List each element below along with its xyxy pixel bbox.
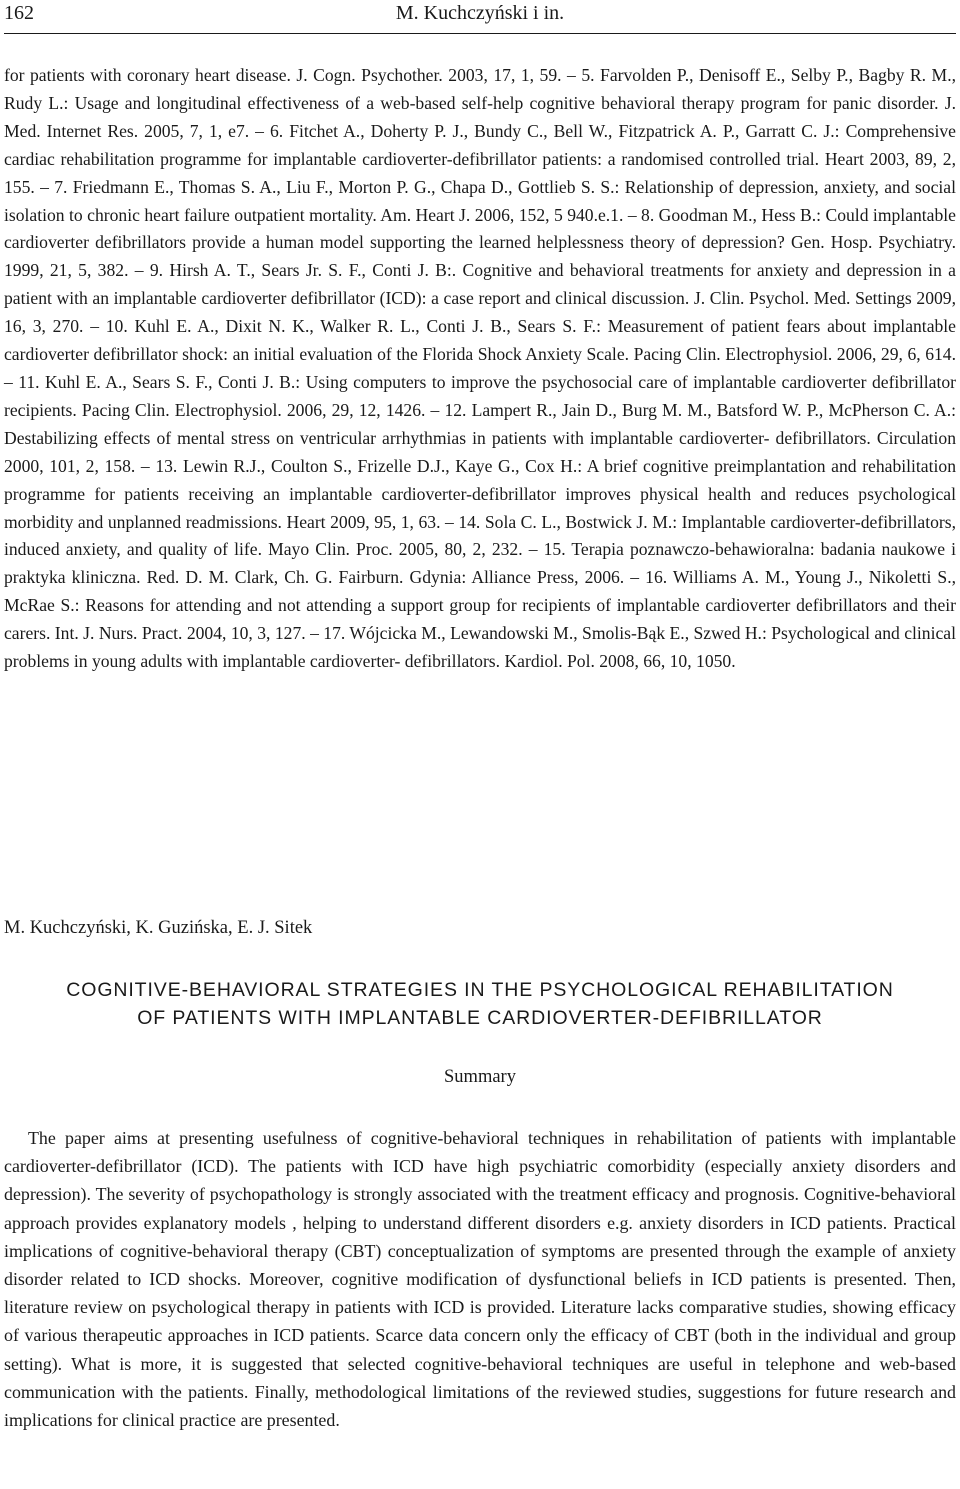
article-authors: M. Kuchczyński, K. Guzińska, E. J. Sitek — [4, 918, 313, 938]
references-continued: for patients with coronary heart disease. J. Cogn. Psychother. 2003, 17, 1, 59. – 5. Farvolden P., Denisoff E., Selby P., Bagby R. M., Rudy L.: Usage and longitudinal effectiveness of a web-based self-help cognitive behavioral therapy program for panic disorder. J. Med. Internet Res. 2005, 7, 1, e7. – 6. Fitchet A., Doherty P. J., Bundy C., Bell W., Fitzpatrick A. P., Garratt C. J.: Comprehensive cardiac rehabilitation programme for implantable cardioverter-defibrillator patients: a randomised controlled trial. Heart 2003, 89, 2, 155. – 7. Friedmann E., Thomas S. A., Liu F., Morton P. G., Chapa D., Gottlieb S. S.: Relationship of depression, anxiety, and social isolation to chronic heart failure outpatient mortality. Am. Heart J. 2006, 152, 5 940.e.1. – 8. Goodman M., Hess B.: Could implantable cardioverter defibrillators provide a human model supporting the learned helplessness theory of depression? Gen. Hosp. Psychiatry. 1999, 21, 5, 382. – 9. Hirsh A. T., Sears Jr. S. F., Conti J. B:. Cognitive and behavioral treatments for anxiety and depression in a patient with an implantable cardioverter defibrillator (ICD): a case report and clinical discussion. J. Clin. Psychol. Med. Settings 2009, 16, 3, 270. – 10. Kuhl E. A., Dixit N. K., Walker R. L., Conti J. B., Sears S. F.: Measurement of patient fears about implantable cardioverter defibrillator shock: an initial evaluation of the Florida Shock Anxiety Scale. Pacing Clin. Electrophysiol. 2006, 29, 6, 614. – 11. Kuhl E. A., Sears S. F., Conti J. B.: Using computers to improve the psychosocial care of implantable cardioverter defibrillator recipients. Pacing Clin. Electrophysiol. 2006, 29, 12, 1426. – 12. Lampert R., Jain D., Burg M. M., Batsford W. P., McPherson C. A.: Destabilizing effects of mental stress on ventricular arrhythmias in patients with implantable cardioverter- defibrillators. Circulation 2000, 101, 2, 158. – 13. Lewin R.J., Coulton S., Frizelle D.J., Kaye G., Cox H.: A brief cognitive preimplantation and rehabilitation programme for patients receiving an implantable cardioverter-defibrillator improves physical health and reduces psychological morbidity and unplanned readmissions. Heart 2009, 95, 1, 63. – 14. Sola C. L., Bostwick J. M.: Implantable cardioverter-defibrillators, induced anxiety, and quality of life. Mayo Clin. Proc. 2005, 80, 2, 232. – 15. Terapia poznawczo-behawioralna: badania naukowe i praktyka kliniczna. Red. D. M. Clark, Ch. G. Fairburn. Gdynia: Alliance Press, 2006. – 16. Williams A. M., Young J., Nikoletti S., McRae S.: Reasons for attending and not attending a support group for recipients of implantable cardioverter defibrillators and their carers. Int. J. Nurs. Pract. 2004, 10, 3, 127. – 17. Wójcicka M., Lewandowski M., Smolis-Bąk E., Szwed H.: Psychological and clinical problems in young adults with implantable cardioverter- defibrillators. Kardiol. Pol. 2008, 66, 10, 1050. — [4, 65, 956, 672]
article-title-line-2: OF PATIENTS WITH IMPLANTABLE CARDIOVERTER-DEFIBRILLATOR — [137, 1007, 823, 1029]
article-title-line-1: COGNITIVE-BEHAVIORAL STRATEGIES IN THE PSYCHOLOGICAL REHABILITATION — [66, 979, 894, 1001]
page-number: 162 — [4, 2, 34, 24]
summary-text: The paper aims at presenting usefulness of cognitive-behavioral techniques in rehabilitation of patients with implantable cardioverter-defibrillator (ICD). The patients with ICD have high psychiatric comorbidity (especially anxiety disorders and depression). The severity of psychopathology is strongly associated with the treatment efficacy and prognosis. Cognitive-behavioral approach provides explanatory models , helping to understand different disorders e.g. anxiety disorders in ICD patients. Practical implications of cognitive-behavioral therapy (CBT) conceptualization of symptoms are presented through the example of anxiety disorder related to ICD shocks. Moreover, cognitive modification of dysfunctional beliefs in ICD patients is presented. Then, literature review on psychological therapy in patients with ICD is provided. Literature lacks comparative studies, showing efficacy of various therapeutic approaches in ICD patients. Scarce data concern only the efficacy of CBT (both in the individual and group setting). What is more, it is suggested that selected cognitive-behavioral techniques are useful in telephone and web-based communication with the patients. Finally, methodological limitations of the reviewed studies, suggestions for future research and implications for clinical practice are presented. — [4, 1128, 956, 1431]
running-head: M. Kuchczyński i in. — [395, 2, 565, 24]
summary-heading: Summary — [444, 1067, 516, 1087]
article-title — [0, 976, 960, 1032]
header-rule — [4, 33, 956, 34]
